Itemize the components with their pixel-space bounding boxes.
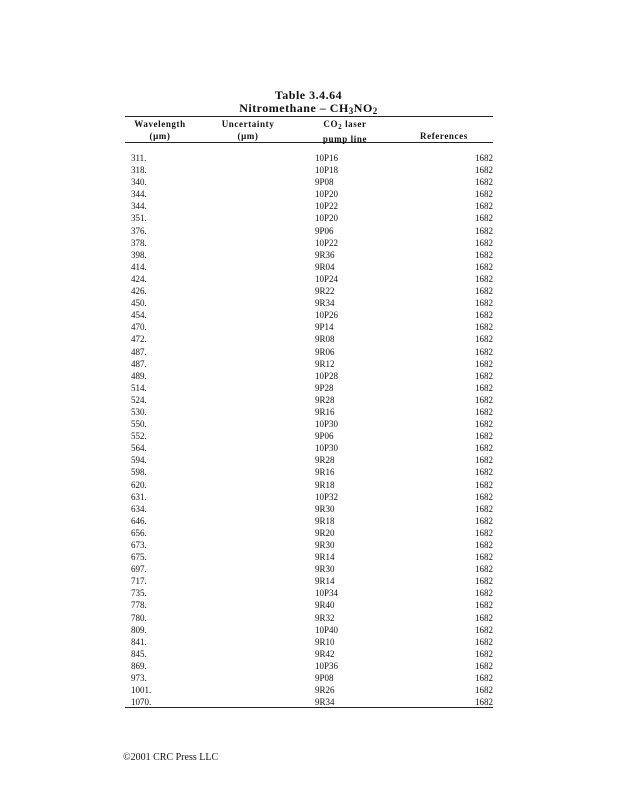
- table-row: [0, 599, 617, 611]
- reference-cell: 1682: [475, 527, 493, 538]
- table-row: [0, 333, 617, 345]
- table-number: Table 3.4.64: [274, 88, 343, 102]
- pump-line-cell: 10P18: [315, 165, 339, 176]
- pump-line-cell: 9R30: [315, 540, 335, 550]
- pump-line-cell: 9R36: [315, 249, 335, 260]
- reference-cell: 1682: [475, 370, 493, 381]
- reference-cell: 1682: [475, 419, 493, 430]
- reference-cell: 1682: [475, 431, 493, 442]
- table-title: Nitromethane – $CH_3NO_2$: [239, 101, 378, 116]
- wavelength-cell: 697.: [131, 564, 147, 575]
- table-row: [0, 636, 617, 648]
- wavelength-cell: 841.: [131, 636, 147, 647]
- reference-cell: 1682: [475, 648, 493, 659]
- table-row: [0, 563, 617, 575]
- reference-cell: 1682: [475, 624, 493, 635]
- wavelength-cell: 778.: [131, 600, 147, 611]
- table-row: [0, 273, 617, 285]
- table-row: [0, 539, 617, 551]
- reference-cell: 1682: [475, 540, 493, 550]
- pump-line-cell: 10P22: [315, 237, 339, 248]
- reference-cell: 1682: [475, 660, 493, 671]
- table-row: [0, 479, 617, 491]
- pump-line-cell: 9R20: [315, 527, 335, 538]
- pump-line-cell: 9R04: [315, 261, 335, 272]
- top-rule: [125, 116, 493, 117]
- reference-cell: 1682: [475, 406, 493, 417]
- table-row: [0, 370, 617, 382]
- reference-cell: 1682: [475, 394, 493, 405]
- wavelength-cell: 634.: [131, 503, 147, 514]
- table-row: [0, 297, 617, 309]
- reference-cell: 1682: [475, 249, 493, 260]
- reference-cell: 1682: [475, 286, 493, 297]
- wavelength-cell: 470.: [131, 322, 147, 333]
- table-row: [0, 491, 617, 503]
- wavelength-cell: 514.: [131, 382, 147, 393]
- wavelength-cell: 973.: [131, 673, 147, 684]
- reference-cell: 1682: [475, 612, 493, 623]
- pump-line-cell: 10P16: [315, 153, 339, 163]
- wavelength-cell: 487.: [131, 358, 147, 369]
- reference-cell: 1682: [475, 358, 493, 369]
- pump-line-cell: 9R30: [315, 564, 335, 575]
- pump-line-cell: 9R06: [315, 346, 335, 357]
- wavelength-cell: 311.: [131, 153, 147, 163]
- reference-cell: 1682: [475, 153, 493, 163]
- reference-cell: 1682: [475, 213, 493, 224]
- table-row: [0, 466, 617, 478]
- pump-line-cell: 9R28: [315, 455, 335, 466]
- wavelength-cell: 564.: [131, 443, 147, 454]
- table-row: [0, 188, 617, 200]
- pump-line-cell: 10P36: [315, 660, 339, 671]
- wavelength-cell: 530.: [131, 406, 147, 417]
- pump-line-cell: 10P26: [315, 310, 339, 321]
- pump-line-cell: 10P24: [315, 273, 339, 284]
- reference-cell: 1682: [475, 189, 493, 200]
- wavelength-cell: 426.: [131, 286, 147, 297]
- wavelength-cell: 340.: [131, 177, 147, 188]
- table-row: [0, 358, 617, 370]
- reference-cell: 1682: [475, 443, 493, 454]
- pump-line-cell: 10P20: [315, 189, 339, 200]
- wavelength-cell: 344.: [131, 201, 147, 212]
- wavelength-cell: 550.: [131, 419, 147, 430]
- reference-cell: 1682: [475, 552, 493, 563]
- wavelength-cell: 524.: [131, 394, 147, 405]
- pump-line-cell: 9R34: [315, 298, 335, 309]
- table-row: [0, 442, 617, 454]
- pump-line-cell: 9R26: [315, 685, 335, 696]
- table-row: [0, 152, 617, 164]
- reference-cell: 1682: [475, 165, 493, 176]
- table-row: [0, 176, 617, 188]
- reference-cell: 1682: [475, 588, 493, 599]
- reference-cell: 1682: [475, 467, 493, 478]
- table-row: [0, 624, 617, 636]
- wavelength-cell: 376.: [131, 225, 147, 236]
- wavelength-cell: 344.: [131, 189, 147, 200]
- table-row: [0, 648, 617, 660]
- reference-cell: 1682: [475, 685, 493, 696]
- table-row: [0, 200, 617, 212]
- wavelength-cell: 318.: [131, 165, 147, 176]
- wavelength-cell: 620.: [131, 479, 147, 490]
- reference-cell: 1682: [475, 455, 493, 466]
- table-row: [0, 382, 617, 394]
- table-row: [0, 660, 617, 672]
- table-row: [0, 551, 617, 563]
- wavelength-cell: 378.: [131, 237, 147, 248]
- pump-line-cell: 9R16: [315, 467, 335, 478]
- pump-line-cell: 9P14: [315, 322, 334, 333]
- pump-line-cell: 9R28: [315, 394, 335, 405]
- copyright-footer: ©2001 CRC Press LLC: [123, 752, 219, 763]
- wavelength-cell: 675.: [131, 552, 147, 563]
- wavelength-cell: 646.: [131, 515, 147, 526]
- table-row: [0, 430, 617, 442]
- table-row: [0, 406, 617, 418]
- reference-cell: 1682: [475, 261, 493, 272]
- wavelength-cell: 594.: [131, 455, 147, 466]
- wavelength-cell: 598.: [131, 467, 147, 478]
- pump-line-cell: 9R18: [315, 515, 335, 526]
- pump-line-cell: 9R12: [315, 358, 335, 369]
- table-row: [0, 418, 617, 430]
- wavelength-cell: 809.: [131, 624, 147, 635]
- pump-line-cell: 10P22: [315, 201, 339, 212]
- wavelength-cell: 673.: [131, 540, 147, 550]
- reference-cell: 1682: [475, 310, 493, 321]
- reference-cell: 1682: [475, 503, 493, 514]
- pump-line-cell: 9R08: [315, 334, 335, 345]
- table-row: [0, 249, 617, 261]
- table-row: [0, 285, 617, 297]
- wavelength-cell: 424.: [131, 273, 147, 284]
- table-row: [0, 575, 617, 587]
- header-rule: [125, 142, 493, 143]
- table-row: [0, 503, 617, 515]
- pump-line-cell: 10P28: [315, 370, 339, 381]
- table-row: [0, 309, 617, 321]
- table-row: [0, 527, 617, 539]
- reference-cell: 1682: [475, 225, 493, 236]
- wavelength-cell: 450.: [131, 298, 147, 309]
- reference-cell: 1682: [475, 346, 493, 357]
- reference-cell: 1682: [475, 636, 493, 647]
- pump-line-cell: 10P34: [315, 588, 339, 599]
- pump-line-cell: 9R18: [315, 479, 335, 490]
- table-body: [0, 152, 617, 708]
- reference-cell: 1682: [475, 564, 493, 575]
- wavelength-cell: 454.: [131, 310, 147, 321]
- table-row: [0, 261, 617, 273]
- pump-line-cell: 9P06: [315, 431, 334, 442]
- reference-cell: 1682: [475, 334, 493, 345]
- wavelength-cell: 656.: [131, 527, 147, 538]
- pump-line-cell: 9R30: [315, 503, 335, 514]
- reference-cell: 1682: [475, 322, 493, 333]
- header-uncertainty: Uncertainty (μm): [221, 119, 275, 141]
- reference-cell: 1682: [475, 382, 493, 393]
- reference-cell: 1682: [475, 576, 493, 587]
- pump-line-cell: 10P32: [315, 491, 339, 502]
- table-row: [0, 164, 617, 176]
- wavelength-cell: 845.: [131, 648, 147, 659]
- reference-cell: 1682: [475, 177, 493, 188]
- reference-cell: 1682: [475, 273, 493, 284]
- wavelength-cell: 631.: [131, 491, 147, 502]
- table-row: [0, 225, 617, 237]
- table-row: [0, 212, 617, 224]
- reference-cell: 1682: [475, 491, 493, 502]
- pump-line-cell: 9R42: [315, 648, 335, 659]
- pump-line-cell: 9P08: [315, 673, 334, 684]
- wavelength-cell: 1001.: [131, 685, 152, 696]
- table-row: [0, 587, 617, 599]
- pump-line-cell: 10P40: [315, 624, 339, 635]
- bottom-rule: [125, 707, 493, 708]
- table-row: [0, 515, 617, 527]
- wavelength-cell: 487.: [131, 346, 147, 357]
- pump-line-cell: 9R14: [315, 552, 335, 563]
- wavelength-cell: 414.: [131, 261, 147, 272]
- table-row: [0, 321, 617, 333]
- reference-cell: 1682: [475, 697, 493, 708]
- header-pump-line: $CO_2$ laser pump line: [322, 119, 368, 144]
- table-row: [0, 346, 617, 358]
- pump-line-cell: 9R34: [315, 697, 335, 708]
- table-row: [0, 612, 617, 624]
- table-row: [0, 394, 617, 406]
- pump-line-cell: 10P30: [315, 419, 339, 430]
- pump-line-cell: 9P06: [315, 225, 334, 236]
- header-wavelength: Wavelength (μm): [134, 119, 186, 141]
- reference-cell: 1682: [475, 673, 493, 684]
- table-row: [0, 684, 617, 696]
- pump-line-cell: 9R16: [315, 406, 335, 417]
- pump-line-cell: 9R22: [315, 286, 335, 297]
- reference-cell: 1682: [475, 515, 493, 526]
- reference-cell: 1682: [475, 201, 493, 212]
- pump-line-cell: 10P30: [315, 443, 339, 454]
- header-references: References: [420, 131, 468, 141]
- pump-line-cell: 9R14: [315, 576, 335, 587]
- pump-line-cell: 9R40: [315, 600, 335, 611]
- wavelength-cell: 472.: [131, 334, 147, 345]
- pump-line-cell: 9R32: [315, 612, 335, 623]
- pump-line-cell: 9P08: [315, 177, 334, 188]
- table-row: [0, 237, 617, 249]
- reference-cell: 1682: [475, 479, 493, 490]
- pump-line-cell: 10P20: [315, 213, 339, 224]
- wavelength-cell: 351.: [131, 213, 147, 224]
- reference-cell: 1682: [475, 600, 493, 611]
- pump-line-cell: 9P28: [315, 382, 334, 393]
- reference-cell: 1682: [475, 298, 493, 309]
- table-row: [0, 454, 617, 466]
- wavelength-cell: 1070.: [131, 697, 152, 708]
- wavelength-cell: 717.: [131, 576, 147, 587]
- wavelength-cell: 489.: [131, 370, 147, 381]
- table-row: [0, 672, 617, 684]
- wavelength-cell: 869.: [131, 660, 147, 671]
- pump-line-cell: 9R10: [315, 636, 335, 647]
- wavelength-cell: 735.: [131, 588, 147, 599]
- reference-cell: 1682: [475, 237, 493, 248]
- wavelength-cell: 780.: [131, 612, 147, 623]
- wavelength-cell: 552.: [131, 431, 147, 442]
- wavelength-cell: 398.: [131, 249, 147, 260]
